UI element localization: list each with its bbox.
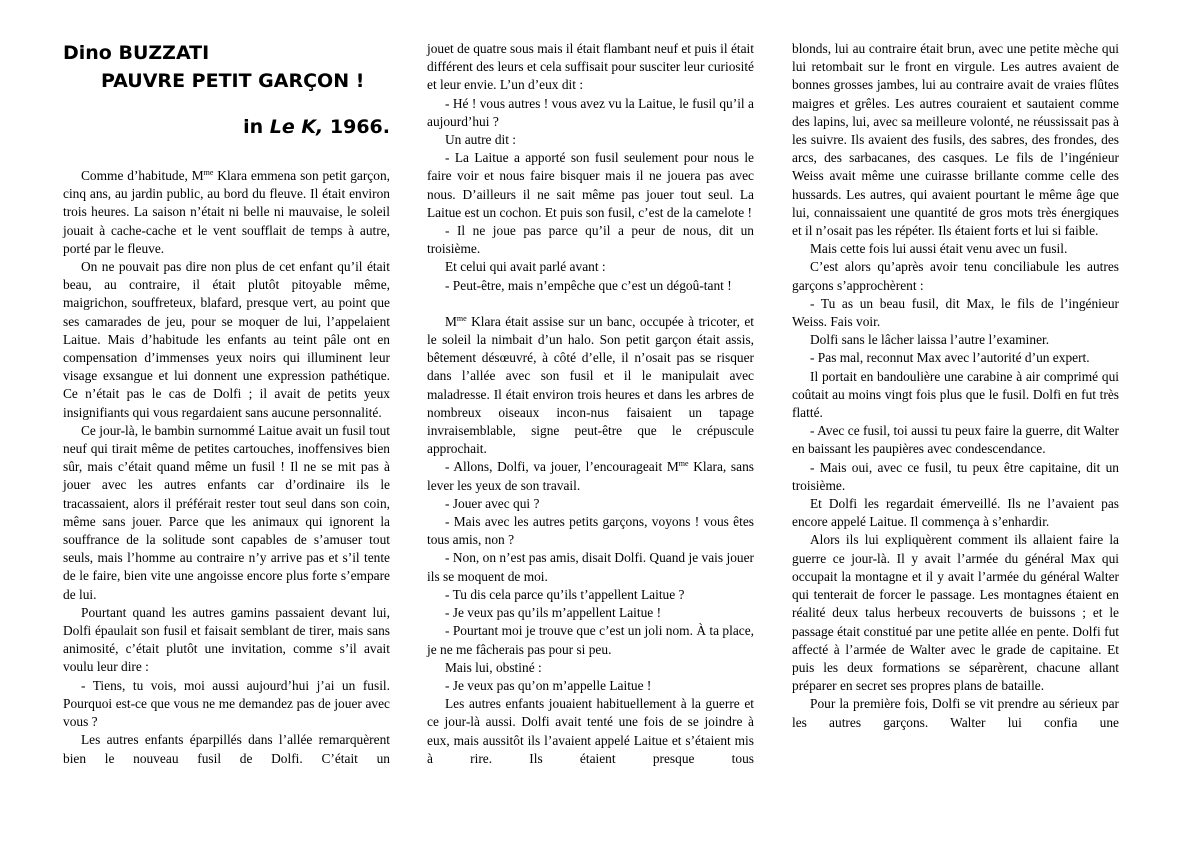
source-year: 1966. xyxy=(323,116,390,138)
paragraph: Mais lui, obstiné : xyxy=(445,659,542,675)
paragraph: Pour la première fois, Dolfi se vit prendre au sérieux par les autres garçons. Walter lui confia une xyxy=(792,696,1119,730)
dialogue-line: - Tu dis cela parce qu’ils t’appellent Laitue ? xyxy=(445,586,685,602)
dialogue-line: - Peut-être, mais n’empêche que c’est un dégoû-tant ! xyxy=(445,277,732,293)
source-line xyxy=(63,114,390,140)
paragraph: On ne pouvait pas dire non plus de cet enfant qu’il était beau, au contraire, il était plutôt pitoyable même, maigrichon, souffreteux, blafard, presque vert, au point que ses camarades de jeu, pour se moquer de lui, l’appelaient Laitue. Mais d’habitude les enfants au teint pâle ont en compensation d’immenses yeux noirs qui illuminent leur visage exsangue et lui donnent une expression pathétique. Ce n’était pas le cas de Dolfi ; il avait de petits yeux insignifiants qui vous regardaient sans aucune personnalité. xyxy=(63,259,390,420)
dialogue-line: - Pourtant moi je trouve que c’est un joli nom. À ta place, je ne me fâcherais pas pour si peu. xyxy=(427,623,754,657)
paragraph: Dolfi sans le lâcher laissa l’autre l’examiner. xyxy=(810,332,1050,348)
dialogue-line: - Non, on n’est pas amis, disait Dolfi. Quand je vais jouer ils se moquent de moi. xyxy=(427,550,754,584)
dialogue-line: - Je veux pas qu’on m’appelle Laitue ! xyxy=(445,677,652,693)
paragraph: Un autre dit : xyxy=(445,132,517,148)
story-title: PAUVRE PETIT GARÇON ! xyxy=(101,70,365,92)
paragraph: Les autres enfants éparpillés dans l’allée remarquèrent bien le nouveau fusil de Dolfi. C’était un xyxy=(63,732,390,766)
dialogue-line: - Mais oui, avec ce fusil, tu peux être capitaine, dit un troisième. xyxy=(792,459,1119,493)
paragraph: Et Dolfi les regardait émerveillé. Ils ne l’avaient pas encore appelé Laitue. Il commença à s’enhardir. xyxy=(792,496,1119,530)
source-book: Le K, xyxy=(269,116,324,138)
text-column-2 xyxy=(427,40,754,768)
paragraph-continuation: jouet de quatre sous mais il était flambant neuf et puis il était différent des leurs et cela suffisait pour susciter leur curiosité et leur envie. L’un d’eux dit : xyxy=(427,41,754,93)
paragraph: Pourtant quand les autres gamins passaient devant lui, Dolfi épaulait son fusil et faisait semblant de tirer, mais sans animosité, c’était plutôt une invitation, comme s’il avait voulu leur dire : xyxy=(63,604,390,675)
dialogue-line: - Hé ! vous autres ! vous avez vu la Laitue, le fusil qu’il a aujourd’hui ? xyxy=(427,95,754,129)
dialogue-line: - Jouer avec qui ? xyxy=(445,495,540,511)
paragraph: Et celui qui avait parlé avant : xyxy=(445,259,606,275)
text-column-1 xyxy=(63,40,390,768)
paragraph: Les autres enfants jouaient habituellement à la guerre et ce jour-là aussi. Dolfi avait tenté une fois de se joindre à eux, mais aussitôt ils l’avaient appelé Laitue et s’étaient mis à rire. Ils étaient presque tous xyxy=(427,696,754,766)
paragraph: $M^{me}$ Klara était assise sur un banc, occupée à tricoter, et le soleil la nimbait d’un halo. Son petit garçon était assis, bêtement désœuvré, à côté d’elle, il n’osait pas se risquer dans l’allée avec son fusil et il le manipulait avec maladresse. Il était environ trois heures et dans les arbres de nombreux oiseaux incon-nus faisaient un tapage invraisemblable, signe peut-être que le crépuscule approchait. xyxy=(427,313,754,457)
dialogue-line: - Je veux pas qu’ils m’appellent Laitue ! xyxy=(445,605,662,621)
source-prefix: in xyxy=(243,116,270,138)
paragraph: Alors ils lui expliquèrent comment ils allaient faire la guerre ce jour-là. Il y avait l’armée du général Max qui occupait la montagne et il y avait l’armée du général Walter qui tenterait de forcer le passage. Les montagnes étaient en réalité deux talus herbeux recouverts de buissons ; et le passage était constitué par une petite allée en pente. Dolfi fut affecté à l’armée de Walter avec le grade de capitaine. Et puis les deux formations se séparèrent, chacune allant préparer en secret ses propres plans de bataille. xyxy=(792,532,1119,694)
text-column-3 xyxy=(792,40,1119,732)
dialogue-line: - Mais avec les autres petits garçons, voyons ! vous êtes tous amis, non ? xyxy=(427,514,754,548)
paragraph: Comme d’habitude, $M^{me}$ Klara emmena son petit garçon, cinq ans, au jardin public, au bord du fleuve. Il était environ trois heures. La saison n’était ni belle ni mauvaise, le soleil jouait à cache-cache et le vent soufflait de temps à autre, porté par le fleuve. xyxy=(63,168,390,256)
dialogue-line: - Il ne joue pas parce qu’il a peur de nous, dit un troisième. xyxy=(427,223,754,257)
dialogue-line: - Tiens, tu vois, moi aussi aujourd’hui j’ai un fusil. Pourquoi est-ce que vous ne me demandez pas de jouer avec vous ? xyxy=(63,677,390,730)
paragraph: Mais cette fois lui aussi était venu avec un fusil. xyxy=(810,241,1068,257)
dialogue-line: - Pas mal, reconnut Max avec l’autorité d’un expert. xyxy=(810,350,1090,366)
paragraph: Il portait en bandoulière une carabine à air comprimé qui coûtait au moins vingt fois plus que le fusil. Dolfi en fut très flatté. xyxy=(792,368,1119,421)
paragraph: C’est alors qu’après avoir tenu conciliabule les autres garçons s’approchèrent : xyxy=(792,259,1119,293)
dialogue-line: - Tu as un beau fusil, dit Max, le fils de l’ingénieur Weiss. Fais voir. xyxy=(792,295,1119,330)
paragraph: Ce jour-là, le bambin surnommé Laitue avait un fusil tout neuf qui tirait même de petites cartouches, inoffensives bien sûr, mais c’était quand même un fusil ! Il ne se mit pas à jouer avec les autres enfants car d’ordinaire ils le tracassaient, alors il préférait rester tout seul dans son coin, même sans jouer. Parce que les animaux qui ignorent la souffrance de la solitude sont capables de s’amuser tout seuls, mais l’homme au contraire n’y arrive pas et s’il tente de le faire, bien vite une angoisse encore plus forte s’empare de lui. xyxy=(63,422,390,602)
dialogue-line: - Allons, Dolfi, va jouer, l’encourageait $M^{me}$ Klara, sans lever les yeux de son travail. xyxy=(427,459,754,493)
author-name: Dino BUZZATI xyxy=(63,42,210,64)
dialogue-line: - Avec ce fusil, toi aussi tu peux faire la guerre, dit Walter en baissant les paupières avec condescendance. xyxy=(792,423,1119,457)
dialogue-line: - La Laitue a apporté son fusil seulement pour nous le faire voir et nous faire bisquer mais il ne jouera pas avec nous. D’ailleurs il ne sait même pas jouer tout seul. La Laitue est un cochon. Et puis son fusil, c’est de la camelote ! xyxy=(427,150,754,220)
paragraph-continuation: blonds, lui au contraire était brun, avec une petite mèche qui lui retombait sur le front en virgule. Les autres avaient de bonnes grosses jambes, lui au contraire avait de vraies flûtes maigres et grêles. Les autres couraient et sautaient comme des lapins, lui, avec sa meilleure volonté, ne réussissait pas à les suivre. Ils avaient des fusils, des sabres, des frondes, des arcs, des sarbacanes, des casques. Le fils de l’ingénieur Weiss avait même une cuirasse brillante comme celle des hussards. Les autres, qui avaient pourtant le même âge que lui, connaissaient une quantité de gros mots très énergiques et il n’osait pas les répéter. Ils étaient forts et lui si faible. xyxy=(792,41,1119,239)
